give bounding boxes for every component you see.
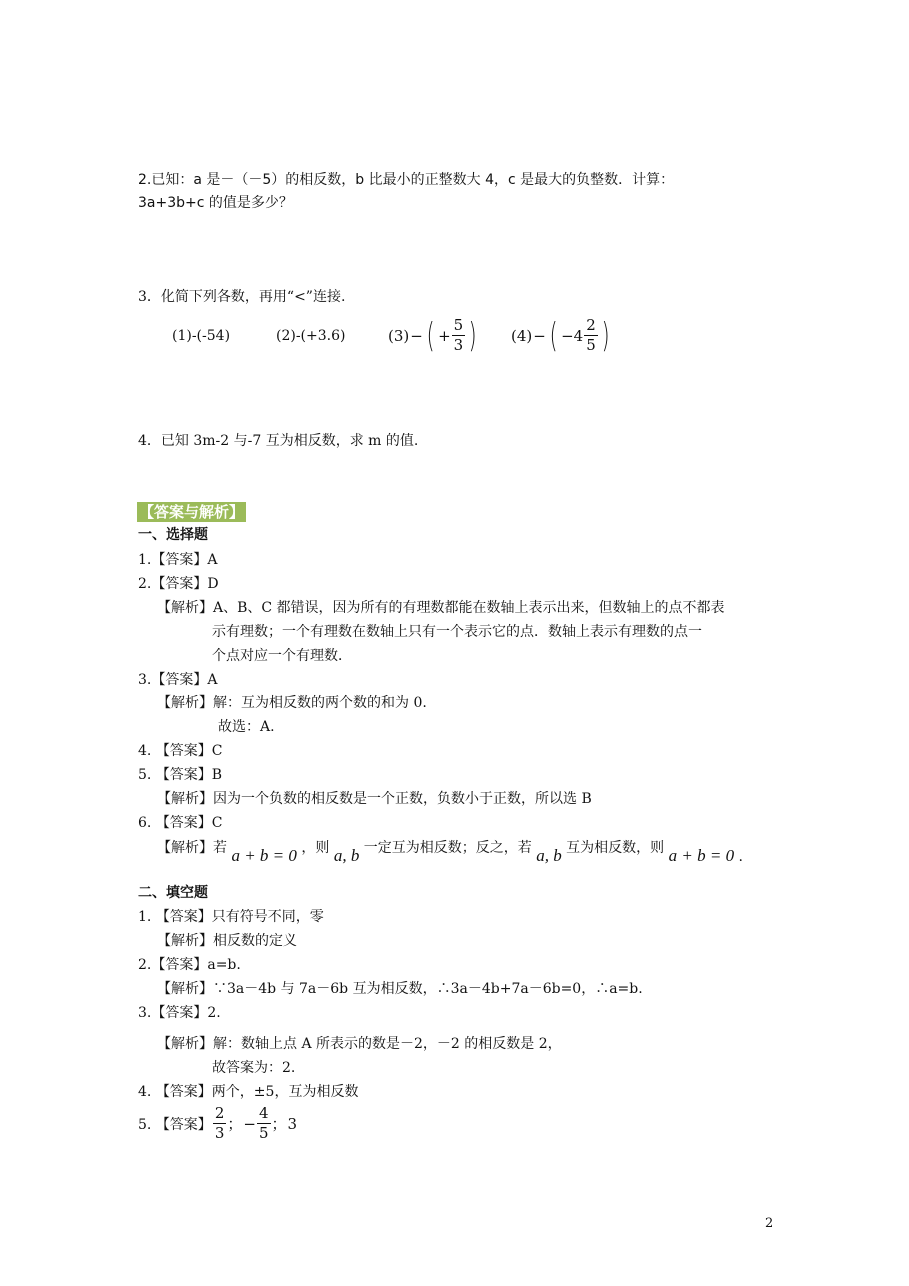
exp-text: 一定互为相反数；反之，若	[363, 840, 532, 856]
s1-answer-2: 2.【答案】D	[138, 576, 219, 592]
math-expression: a + b = 0	[231, 846, 297, 865]
fraction-denominator: 5	[258, 1124, 269, 1142]
s1-answer-2-exp-1: 【解析】A、B、C 都错误，因为所有的有理数都能在数轴上表示出来，但数轴上的点不都表	[157, 600, 725, 616]
math-expression: a + b = 0	[668, 846, 735, 865]
section1-title: 一、选择题	[138, 527, 208, 543]
section2-title: 二、填空题	[138, 885, 208, 901]
fraction-denominator: 5	[586, 336, 596, 354]
s1-answer-6: 6. 【答案】C	[138, 815, 223, 831]
s2-answer-2: 2.【答案】a=b.	[138, 957, 241, 973]
math-expression: a, b	[333, 846, 360, 865]
minus-sign: −	[243, 1114, 256, 1133]
s2-answer-2-exp: 【解析】∵3a－4b 与 7a－6b 互为相反数，∴3a－4b+7a－6b=0，∴a=b.	[157, 981, 643, 997]
q3-item1: (1)-(-54)	[172, 328, 231, 344]
q3-item3-fraction	[452, 318, 466, 353]
s1-answer-4: 4. 【答案】C	[138, 743, 223, 759]
s2-answer-4: 4. 【答案】两个，±5，互为相反数	[138, 1084, 359, 1100]
answer-fraction-1	[213, 1106, 227, 1141]
s1-answer-3-exp-2: 故选：A.	[218, 719, 275, 735]
s2-answer-1: 1. 【答案】只有符号不同，零	[138, 909, 324, 925]
s2-answer-3: 3.【答案】2.	[138, 1005, 221, 1021]
separator: ；	[227, 1115, 243, 1133]
right-paren: )	[601, 315, 610, 356]
exp-text: 【解析】若	[157, 840, 227, 856]
fraction-denominator: 3	[214, 1124, 225, 1142]
fraction-numerator: 4	[258, 1104, 269, 1122]
exp-text: .	[738, 849, 743, 865]
s1-answer-6-exp	[157, 838, 743, 864]
s1-answer-5: 5. 【答案】B	[138, 767, 223, 783]
fraction-denominator: 3	[453, 336, 464, 354]
q2-line1: 2.已知：a 是－（－5）的相反数，b 比最小的正整数大 4，c 是最大的负整数．计算：	[138, 172, 675, 188]
q3-intro: 3．化简下列各数，再用“<”连接.	[138, 289, 346, 305]
q3-item3-label: (3)	[388, 326, 410, 345]
s2-answer-3-exp-2: 故答案为：2.	[212, 1060, 296, 1076]
s1-answer-5-exp: 【解析】因为一个负数的相反数是一个正数，负数小于正数，所以选 B	[157, 791, 592, 807]
math-expression: a, b	[536, 846, 562, 865]
q3-item4-label: (4)	[511, 326, 533, 345]
s2-answer-1-exp: 【解析】相反数的定义	[157, 933, 297, 949]
page-number: 2	[765, 1216, 774, 1231]
fraction-numerator: 5	[453, 316, 464, 334]
s2-answer-5-label: 5. 【答案】	[138, 1116, 212, 1133]
answer-value: 3	[287, 1114, 298, 1133]
fraction-numerator: 2	[586, 316, 596, 334]
q3-item4	[511, 315, 612, 356]
q4-text: 4．已知 3m-2 与-7 互为相反数，求 m 的值.	[138, 433, 419, 449]
q2-line2: 3a+3b+c 的值是多少？	[138, 195, 293, 211]
answers-banner: 【答案与解析】	[139, 503, 245, 521]
s2-answer-3-exp-1: 【解析】解：数轴上点 A 所表示的数是－2，－2 的相反数是 2，	[157, 1036, 562, 1052]
s1-answer-2-exp-2: 示有理数；一个有理数在数轴上只有一个表示它的点．数轴上表示有理数的点一	[212, 624, 702, 640]
q3-item4-minus: −	[533, 326, 546, 345]
s2-answer-5	[138, 1106, 297, 1141]
answer-fraction-2	[257, 1106, 271, 1141]
q3-item3	[388, 315, 479, 356]
right-paren: )	[468, 315, 477, 356]
s1-answer-3-exp-1: 【解析】解：互为相反数的两个数的和为 0.	[157, 695, 427, 711]
fraction-numerator: 2	[214, 1104, 225, 1122]
q3-item3-minus: −	[410, 326, 423, 345]
s1-answer-3: 3.【答案】A	[138, 672, 218, 688]
exp-text: 互为相反数，则	[566, 840, 665, 856]
q3-item2: (2)-(+3.6)	[276, 328, 346, 344]
s1-answer-1: 1.【答案】A	[138, 552, 218, 568]
q3-item4-fraction	[584, 318, 598, 353]
s1-answer-2-exp-3: 个点对应一个有理数．	[212, 648, 352, 664]
q3-item3-sign: +	[438, 326, 451, 345]
left-paren: (	[549, 315, 558, 356]
left-paren: (	[426, 315, 435, 356]
exp-text: ，则	[301, 840, 330, 856]
q3-item4-sign: −4	[561, 326, 584, 345]
separator: ；	[271, 1115, 287, 1133]
